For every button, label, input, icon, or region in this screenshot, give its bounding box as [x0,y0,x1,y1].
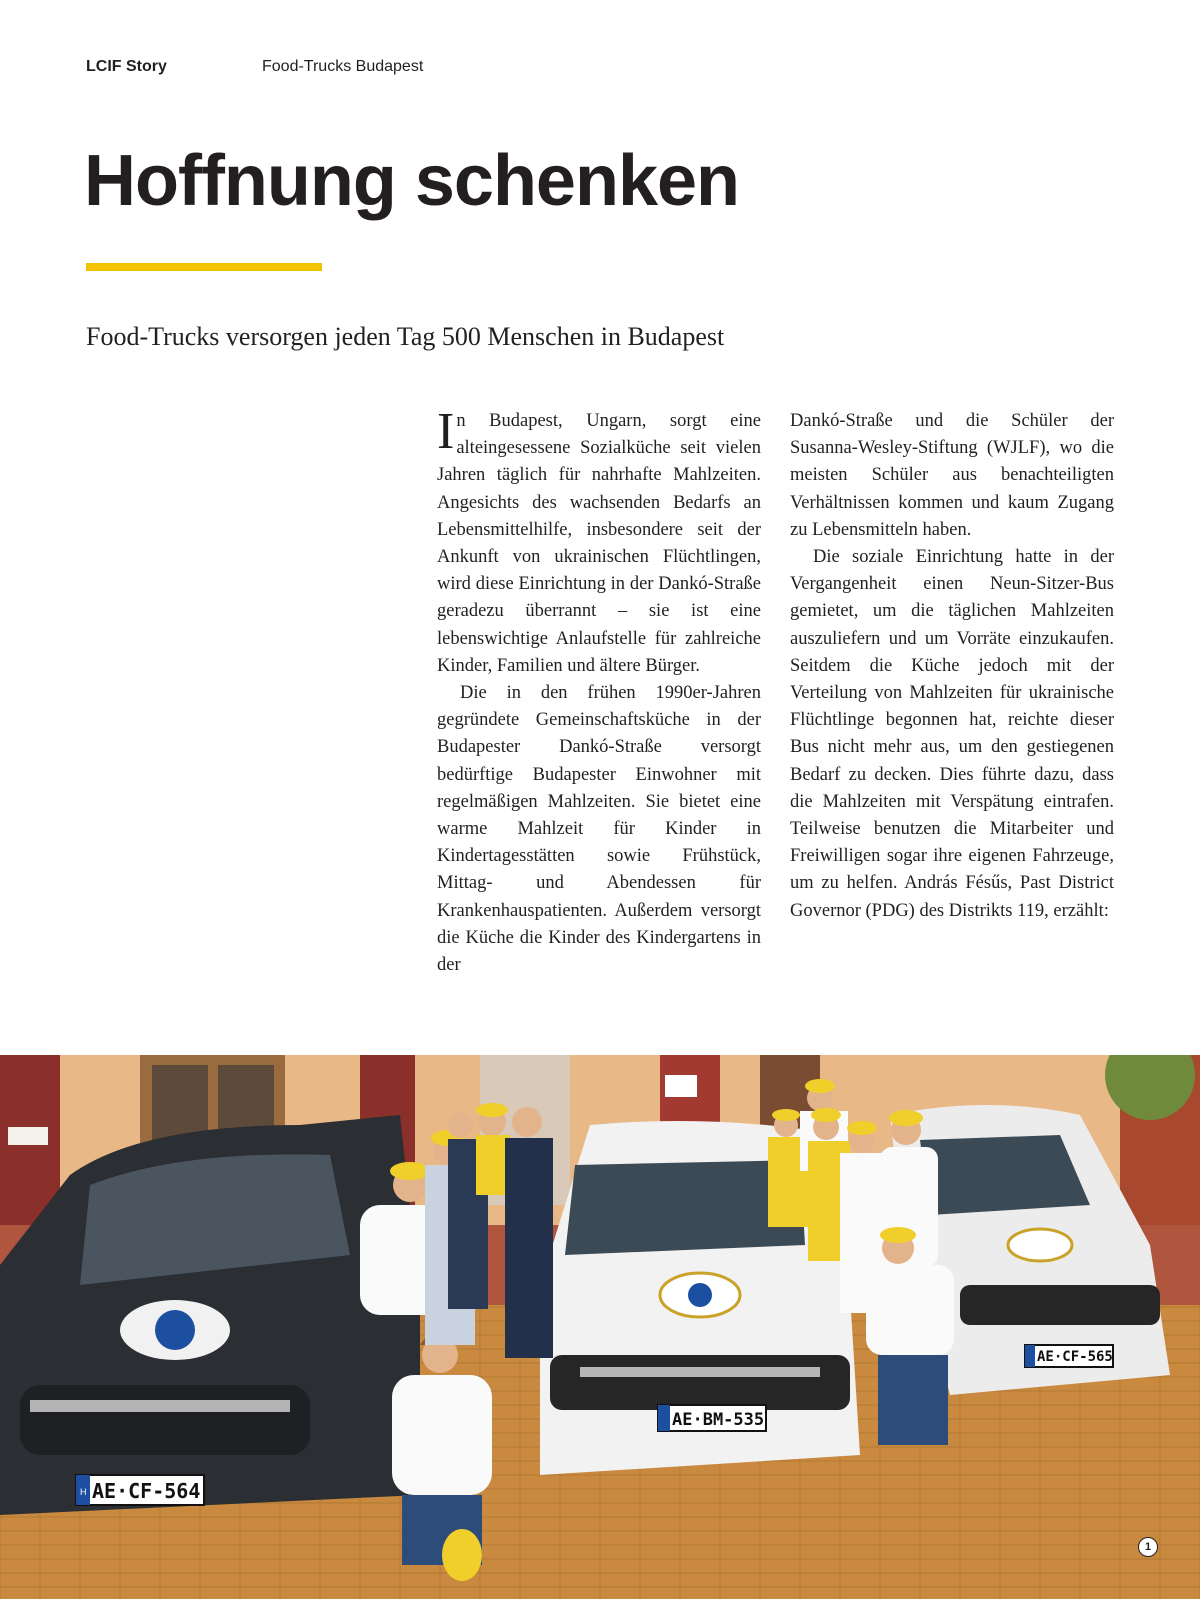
title-accent-bar [86,263,322,271]
article-paragraph-4: Die soziale Einrichtung hatte in der Vergangenheit einen Neun-Sitzer-Bus gemietet, um die täglichen Mahlzeiten auszuliefern und um Vorräte einzukaufen. Seitdem die Küche jedoch mit der Verteilung von Mahlzeiten für ukrainische Flüchtlinge begonnen hat, reichte dieser Bus nicht mehr aus, um den gestiegenen Bedarf zu decken. Dies führte dazu, dass die Mahlzeiten mit Verspätung eintrafen. Teilweise benutzen die Mitarbeiter und Freiwilligen sogar ihre eigenen Fahrzeuge, um zu helfen. András Fésűs, Past District Governor (PDG) des Distrikts 119, erzählt: [790,547,1114,921]
plate-text: AE·CF-564 [92,1479,201,1503]
topic-label: Food-Trucks Budapest [262,58,424,75]
page-number-badge: 1 [1138,1537,1158,1557]
subtitle: Food-Trucks versorgen jeden Tag 500 Menschen in Budapest [86,322,725,351]
svg-text:H: H [80,1487,87,1497]
wall-sign [665,1075,697,1097]
section-label: LCIF Story [86,58,167,75]
wall-sign [8,1127,48,1145]
article-paragraph-2: Die in den frühen 1990er-Jahren gegründete Gemeinschaftsküche in der Budapester Dankó-Straße versorgt bedürftige Budapester Einwohner mit regelmäßigen Mahlzeiten. Sie bietet eine warme Mahlzeit für Kinder in Kindertagesstätten sowie Frühstück, Mittag- und Abendessen für Krankenhauspatienten. Außerdem versorgt die Küche die Kinder des Kindergartens in der [437,683,761,976]
article-column-right [790,408,1114,925]
article-paragraph-3: Dankó-Straße und die Schüler der Susanna-Wesley-Stiftung (WJLF), wo die meisten Schüler aus benachteiligten Verhältnissen kommen und kaum Zugang zu Lebensmitteln haben. [790,411,1114,540]
photo-illustration [0,1055,1200,1599]
article-paragraph-1 [437,403,761,680]
group-photo [0,1055,1200,1599]
drop-cap: I [437,403,455,460]
paragraph-1-text: n Budapest, Ungarn, sorgt eine alteingesessene Sozialküche seit vielen Jahren täglich für nahrhafte Mahlzeiten. Angesichts des wachsenden Bedarfs an Lebensmittelhilfe, insbesondere seit der Ankunft von ukrainischen Flüchtlingen, wird diese Einrichtung in der Dankó-Straße geradezu überrannt – sie ist eine lebenswichtige Anlaufstelle für zahlreiche Kinder, Familien und ältere Bürger. [437,411,761,676]
plate-text: AE·BM-535 [672,1410,765,1430]
plate-text: AE·CF-565 [1037,1349,1113,1365]
page-title: Hoffnung schenken [84,141,740,221]
article-column-left [437,403,761,979]
